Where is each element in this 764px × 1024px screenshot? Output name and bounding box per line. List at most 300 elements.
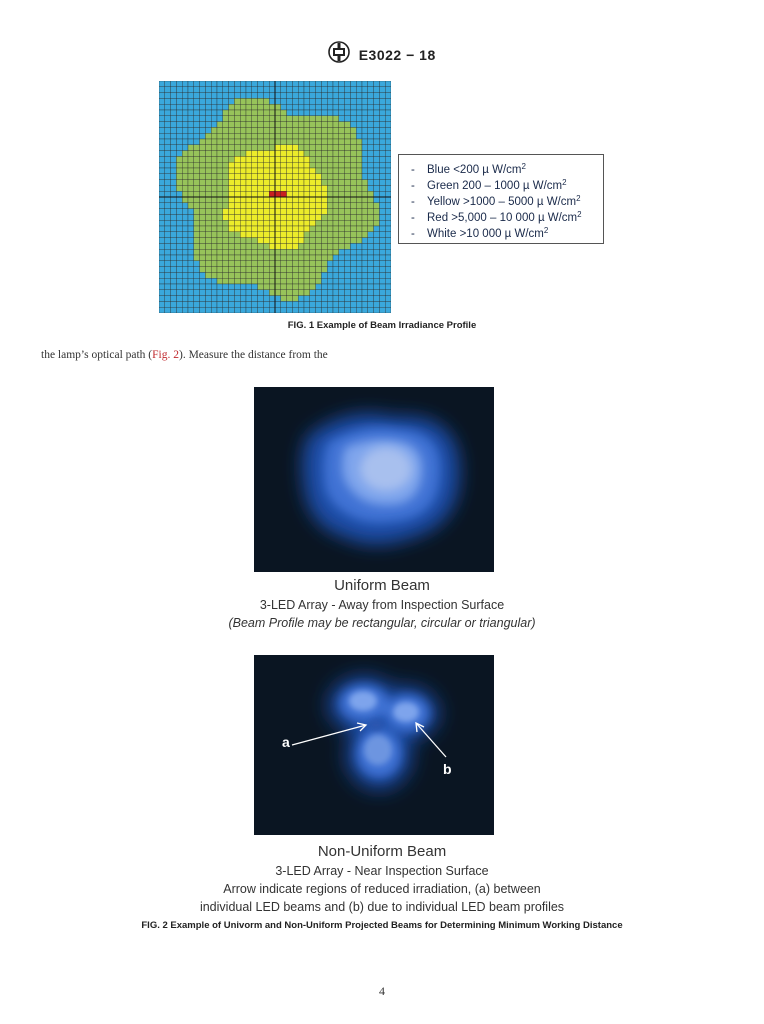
grid-cell (217, 267, 223, 273)
grid-cell (217, 122, 223, 128)
grid-cell (362, 93, 368, 99)
grid-cell (333, 243, 339, 249)
grid-cell (304, 238, 310, 244)
grid-cell (269, 133, 275, 139)
grid-cell (229, 278, 235, 284)
grid-cell (287, 110, 293, 116)
grid-cell (258, 116, 264, 122)
grid-cell (240, 127, 246, 133)
grid-cell (327, 168, 333, 174)
grid-cell (350, 93, 356, 99)
grid-cell (188, 296, 194, 302)
grid-cell (362, 180, 368, 186)
grid-cell (258, 226, 264, 232)
grid-cell (316, 180, 322, 186)
grid-cell (252, 122, 258, 128)
grid-cell (379, 81, 385, 87)
grid-cell (252, 156, 258, 162)
grid-cell (310, 145, 316, 151)
grid-cell (321, 214, 327, 220)
grid-cell (165, 255, 171, 261)
grid-cell (316, 209, 322, 215)
grid-cell (350, 272, 356, 278)
grid-cell (327, 145, 333, 151)
grid-cell (263, 162, 269, 168)
grid-cell (379, 145, 385, 151)
grid-cell (385, 249, 391, 255)
grid-cell (356, 255, 362, 261)
grid-cell (368, 98, 374, 104)
grid-cell (171, 122, 177, 128)
grid-cell (304, 139, 310, 145)
grid-cell (252, 139, 258, 145)
grid-cell (234, 122, 240, 128)
grid-cell (275, 174, 281, 180)
grid-cell (258, 290, 264, 296)
grid-cell (246, 226, 252, 232)
grid-cell (211, 203, 217, 209)
grid-cell (310, 185, 316, 191)
grid-cell (327, 191, 333, 197)
grid-cell (229, 93, 235, 99)
grid-cell (205, 249, 211, 255)
grid-cell (252, 255, 258, 261)
grid-cell (304, 145, 310, 151)
grid-cell (275, 203, 281, 209)
grid-cell (368, 168, 374, 174)
beam-irradiance-grid (159, 81, 391, 313)
grid-cell (292, 238, 298, 244)
grid-cell (362, 104, 368, 110)
grid-cell (327, 127, 333, 133)
grid-cell (165, 214, 171, 220)
grid-cell (304, 197, 310, 203)
grid-cell (350, 180, 356, 186)
grid-cell (327, 162, 333, 168)
grid-cell (252, 209, 258, 215)
grid-cell (182, 284, 188, 290)
grid-cell (356, 191, 362, 197)
grid-cell (176, 197, 182, 203)
grid-cell (316, 284, 322, 290)
grid-cell (234, 98, 240, 104)
grid-cell (188, 104, 194, 110)
grid-cell (269, 81, 275, 87)
grid-cell (176, 116, 182, 122)
grid-cell (200, 255, 206, 261)
grid-cell (159, 197, 165, 203)
grid-cell (182, 220, 188, 226)
grid-cell (292, 145, 298, 151)
grid-cell (188, 122, 194, 128)
grid-cell (385, 278, 391, 284)
grid-cell (182, 127, 188, 133)
grid-cell (194, 290, 200, 296)
grid-cell (275, 232, 281, 238)
grid-cell (379, 98, 385, 104)
grid-cell (200, 232, 206, 238)
grid-cell (269, 116, 275, 122)
grid-cell (292, 220, 298, 226)
grid-cell (298, 238, 304, 244)
grid-cell (287, 272, 293, 278)
grid-cell (287, 93, 293, 99)
grid-cell (275, 127, 281, 133)
grid-cell (292, 81, 298, 87)
grid-cell (269, 191, 275, 197)
grid-cell (252, 284, 258, 290)
grid-cell (200, 243, 206, 249)
grid-cell (159, 209, 165, 215)
grid-cell (385, 226, 391, 232)
grid-cell (205, 127, 211, 133)
grid-cell (287, 116, 293, 122)
grid-cell (287, 290, 293, 296)
grid-cell (176, 93, 182, 99)
grid-cell (159, 162, 165, 168)
grid-cell (182, 174, 188, 180)
grid-cell (339, 156, 345, 162)
grid-cell (298, 209, 304, 215)
grid-cell (188, 180, 194, 186)
grid-cell (240, 220, 246, 226)
grid-cell (362, 151, 368, 157)
grid-cell (287, 232, 293, 238)
grid-cell (269, 168, 275, 174)
grid-cell (333, 249, 339, 255)
grid-cell (374, 278, 380, 284)
grid-cell (159, 232, 165, 238)
grid-cell (171, 243, 177, 249)
grid-cell (356, 81, 362, 87)
grid-cell (269, 162, 275, 168)
grid-cell (182, 145, 188, 151)
grid-cell (258, 214, 264, 220)
grid-cell (316, 232, 322, 238)
grid-cell (298, 116, 304, 122)
grid-cell (298, 145, 304, 151)
grid-cell (240, 116, 246, 122)
grid-cell (252, 301, 258, 307)
grid-cell (298, 81, 304, 87)
grid-cell (310, 290, 316, 296)
grid-cell (200, 249, 206, 255)
grid-cell (240, 243, 246, 249)
grid-cell (171, 162, 177, 168)
grid-cell (321, 87, 327, 93)
grid-cell (182, 290, 188, 296)
grid-cell (321, 203, 327, 209)
grid-cell (159, 261, 165, 267)
grid-cell (252, 197, 258, 203)
grid-cell (269, 203, 275, 209)
grid-cell (368, 220, 374, 226)
grid-cell (379, 255, 385, 261)
grid-cell (298, 232, 304, 238)
grid-cell (269, 226, 275, 232)
grid-cell (281, 272, 287, 278)
grid-cell (205, 162, 211, 168)
grid-cell (287, 133, 293, 139)
grid-cell (194, 272, 200, 278)
grid-cell (304, 87, 310, 93)
grid-cell (362, 307, 368, 313)
grid-cell (275, 209, 281, 215)
grid-cell (194, 255, 200, 261)
grid-cell (269, 290, 275, 296)
grid-cell (246, 214, 252, 220)
grid-cell (176, 249, 182, 255)
grid-cell (217, 214, 223, 220)
grid-cell (200, 214, 206, 220)
grid-cell (345, 87, 351, 93)
grid-cell (176, 203, 182, 209)
grid-cell (345, 185, 351, 191)
grid-cell (333, 168, 339, 174)
grid-cell (205, 243, 211, 249)
grid-cell (229, 139, 235, 145)
grid-cell (310, 156, 316, 162)
grid-cell (281, 296, 287, 302)
grid-cell (258, 98, 264, 104)
grid-cell (159, 98, 165, 104)
grid-cell (368, 296, 374, 302)
grid-cell (345, 133, 351, 139)
grid-cell (304, 307, 310, 313)
grid-cell (229, 116, 235, 122)
grid-cell (298, 139, 304, 145)
grid-cell (211, 104, 217, 110)
grid-cell (304, 261, 310, 267)
grid-cell (281, 180, 287, 186)
grid-cell (379, 278, 385, 284)
grid-cell (182, 272, 188, 278)
grid-cell (356, 301, 362, 307)
grid-cell (188, 197, 194, 203)
grid-cell (269, 209, 275, 215)
grid-cell (217, 261, 223, 267)
grid-cell (176, 255, 182, 261)
grid-cell (333, 301, 339, 307)
grid-cell (333, 122, 339, 128)
grid-cell (362, 226, 368, 232)
grid-cell (171, 197, 177, 203)
grid-cell (362, 249, 368, 255)
grid-cell (316, 93, 322, 99)
grid-cell (269, 185, 275, 191)
grid-cell (258, 307, 264, 313)
grid-cell (356, 145, 362, 151)
grid-cell (304, 191, 310, 197)
grid-cell (217, 220, 223, 226)
grid-cell (374, 162, 380, 168)
grid-cell (182, 296, 188, 302)
grid-cell (205, 272, 211, 278)
grid-cell (298, 249, 304, 255)
grid-cell (229, 122, 235, 128)
grid-cell (205, 133, 211, 139)
grid-cell (240, 249, 246, 255)
grid-cell (263, 104, 269, 110)
grid-cell (304, 226, 310, 232)
grid-cell (368, 185, 374, 191)
grid-cell (165, 185, 171, 191)
grid-cell (165, 156, 171, 162)
grid-cell (240, 284, 246, 290)
grid-cell (194, 296, 200, 302)
grid-cell (159, 255, 165, 261)
grid-cell (339, 162, 345, 168)
grid-cell (379, 151, 385, 157)
grid-cell (171, 278, 177, 284)
grid-cell (385, 180, 391, 186)
grid-cell (194, 104, 200, 110)
grid-cell (345, 122, 351, 128)
grid-cell (229, 104, 235, 110)
grid-cell (339, 267, 345, 273)
grid-cell (252, 93, 258, 99)
grid-cell (211, 307, 217, 313)
grid-cell (176, 290, 182, 296)
grid-cell (252, 278, 258, 284)
grid-cell (263, 168, 269, 174)
grid-cell (188, 127, 194, 133)
grid-cell (176, 261, 182, 267)
grid-cell (246, 180, 252, 186)
page-header (0, 40, 764, 69)
grid-cell (287, 122, 293, 128)
grid-cell (223, 249, 229, 255)
grid-cell (281, 290, 287, 296)
grid-cell (298, 93, 304, 99)
grid-cell (211, 209, 217, 215)
grid-cell (292, 284, 298, 290)
grid-cell (165, 122, 171, 128)
grid-cell (333, 238, 339, 244)
grid-cell (374, 209, 380, 215)
grid-cell (200, 162, 206, 168)
grid-cell (362, 145, 368, 151)
grid-cell (327, 122, 333, 128)
grid-cell (379, 267, 385, 273)
grid-cell (321, 81, 327, 87)
grid-cell (345, 209, 351, 215)
grid-cell (333, 151, 339, 157)
grid-cell (385, 290, 391, 296)
grid-cell (350, 122, 356, 128)
grid-cell (321, 272, 327, 278)
grid-cell (385, 197, 391, 203)
grid-cell (385, 307, 391, 313)
grid-cell (229, 290, 235, 296)
grid-cell (234, 156, 240, 162)
grid-cell (223, 226, 229, 232)
grid-cell (240, 272, 246, 278)
grid-cell (258, 272, 264, 278)
grid-cell (229, 261, 235, 267)
grid-cell (229, 110, 235, 116)
grid-cell (275, 162, 281, 168)
grid-cell (229, 272, 235, 278)
grid-cell (211, 290, 217, 296)
grid-cell (345, 301, 351, 307)
grid-cell (339, 180, 345, 186)
grid-cell (356, 272, 362, 278)
grid-cell (333, 145, 339, 151)
grid-cell (304, 214, 310, 220)
grid-cell (211, 214, 217, 220)
grid-cell (205, 145, 211, 151)
grid-cell (176, 127, 182, 133)
grid-cell (223, 191, 229, 197)
grid-cell (165, 272, 171, 278)
grid-cell (171, 104, 177, 110)
grid-cell (356, 87, 362, 93)
grid-cell (263, 267, 269, 273)
grid-cell (339, 261, 345, 267)
grid-cell (287, 209, 293, 215)
grid-cell (188, 232, 194, 238)
grid-cell (350, 110, 356, 116)
fig2-reference-link[interactable]: Fig. 2 (152, 349, 179, 361)
grid-cell (275, 214, 281, 220)
grid-cell (327, 272, 333, 278)
grid-cell (263, 278, 269, 284)
grid-cell (240, 296, 246, 302)
grid-cell (211, 133, 217, 139)
grid-cell (275, 139, 281, 145)
grid-cell (211, 127, 217, 133)
grid-cell (159, 122, 165, 128)
grid-cell (310, 226, 316, 232)
grid-cell (171, 203, 177, 209)
grid-cell (339, 145, 345, 151)
grid-cell (165, 301, 171, 307)
grid-cell (234, 180, 240, 186)
grid-cell (223, 197, 229, 203)
grid-cell (211, 122, 217, 128)
page-number: 4 (379, 984, 385, 998)
grid-cell (263, 243, 269, 249)
grid-cell (281, 191, 287, 197)
grid-cell (211, 301, 217, 307)
grid-cell (263, 139, 269, 145)
grid-cell (298, 156, 304, 162)
grid-cell (287, 249, 293, 255)
grid-cell (374, 127, 380, 133)
grid-cell (229, 127, 235, 133)
grid-cell (321, 93, 327, 99)
grid-cell (292, 162, 298, 168)
grid-cell (368, 197, 374, 203)
grid-cell (165, 307, 171, 313)
grid-cell (275, 110, 281, 116)
grid-cell (159, 116, 165, 122)
grid-cell (327, 98, 333, 104)
grid-cell (350, 232, 356, 238)
grid-cell (321, 139, 327, 145)
grid-cell (176, 81, 182, 87)
grid-cell (287, 168, 293, 174)
grid-cell (246, 139, 252, 145)
grid-cell (200, 98, 206, 104)
grid-cell (217, 127, 223, 133)
grid-cell (356, 290, 362, 296)
grid-cell (350, 139, 356, 145)
grid-cell (217, 133, 223, 139)
grid-cell (356, 93, 362, 99)
grid-cell (246, 284, 252, 290)
